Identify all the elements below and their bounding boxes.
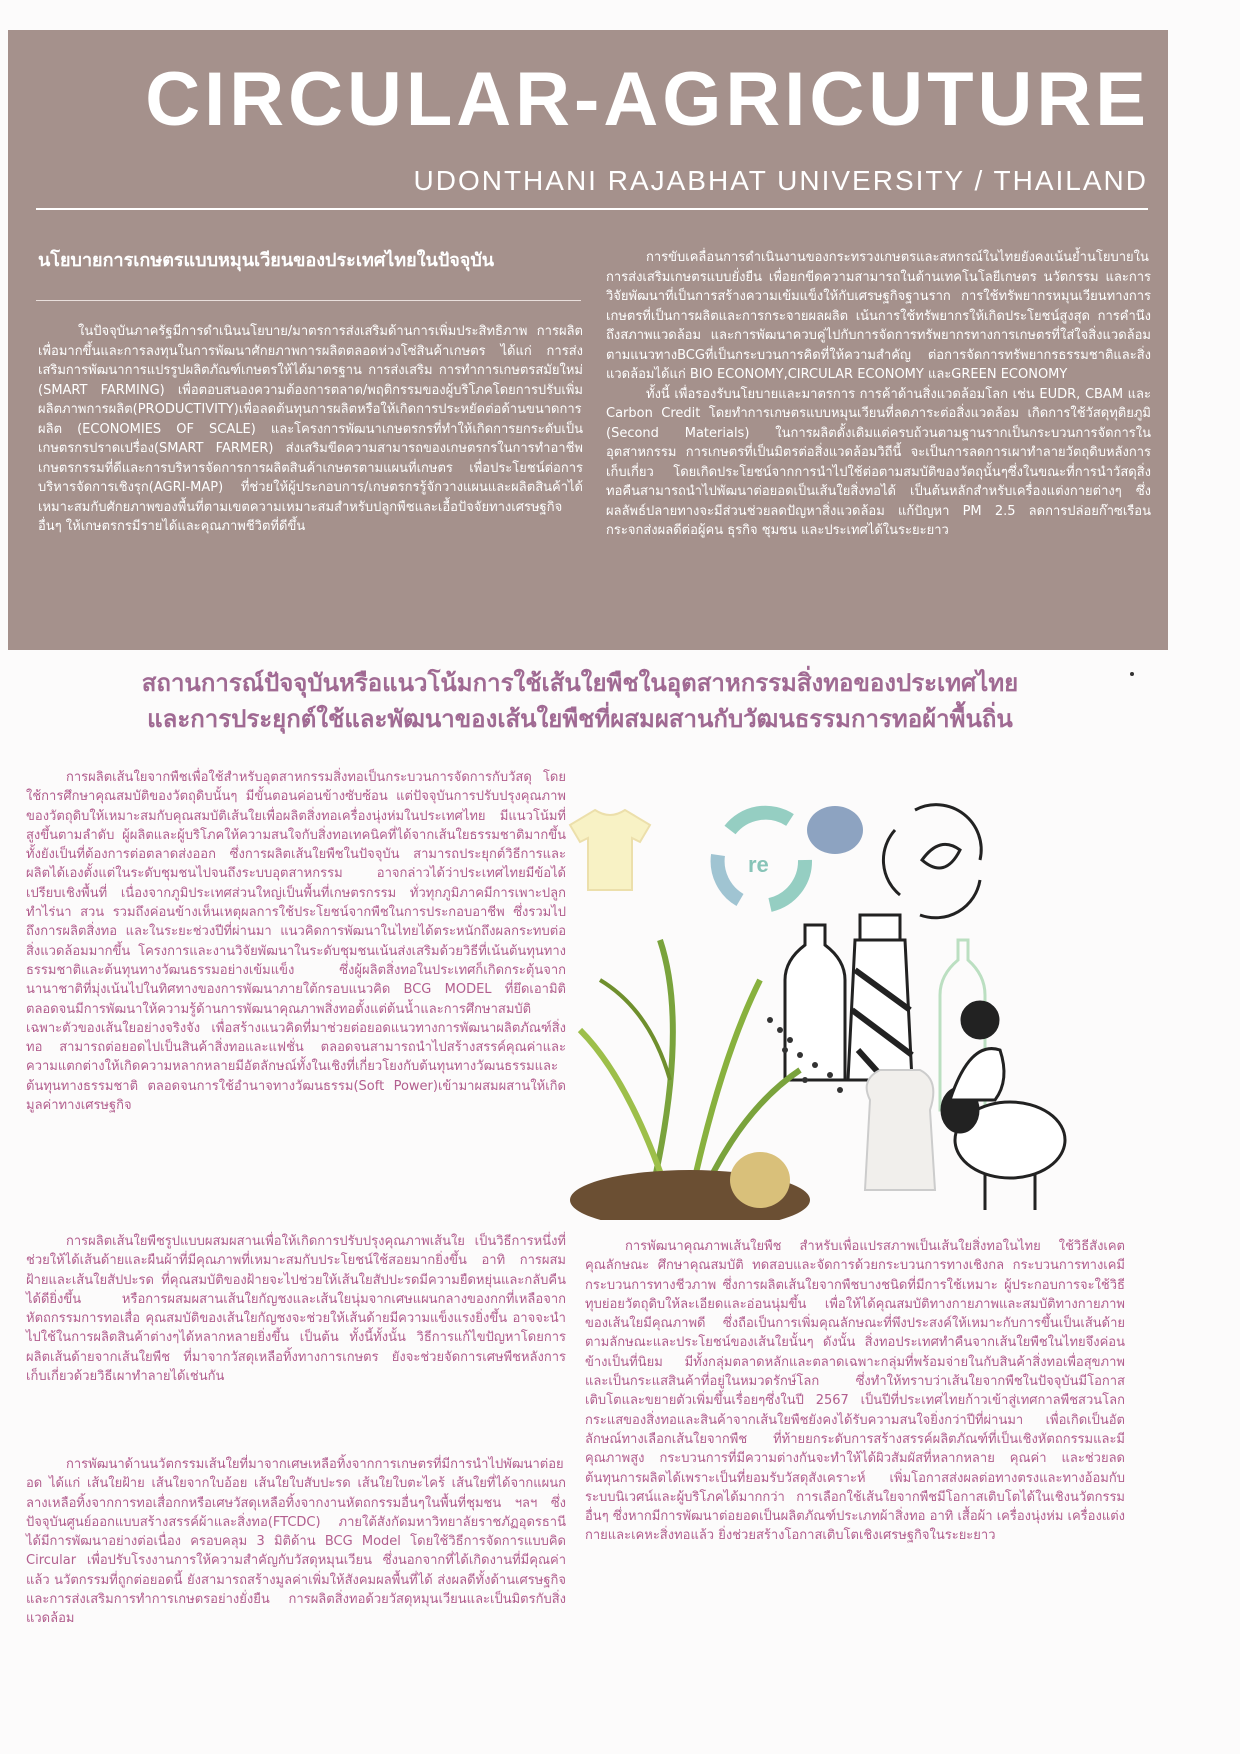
tshirt-icon bbox=[570, 810, 650, 890]
cabbage-icon bbox=[807, 806, 863, 854]
sack-icon bbox=[865, 1070, 935, 1190]
recycle-icon bbox=[718, 813, 805, 905]
page-subtitle: UDONTHANI RAJABHAT UNIVERSITY / THAILAND bbox=[413, 165, 1148, 196]
illustration-collage bbox=[540, 780, 1140, 1220]
plant-illustration bbox=[570, 940, 810, 1220]
article-paragraph-2: การผลิตเส้นใยพืชรูปแบบผสมผสานเพื่อให้เกิดการปรับปรุงคุณภาพเส้นใย เป็นวิธีการหนึ่งที่ช่วยให้ได้เส้นด้ายและผืนผ้าที่มีคุณภาพที่เหมาะสมกับประโยชน์ใช้สอยมากยิ่งขึ้น อาทิ การผสมฝ้ายและเส้นใยสัปปะรด ที่คุณสมบัติของฝ้ายจะไปช่วยให้เส้นใยสัปปะรดมีความยืดหยุ่นและกลับคืนได้ดียิ่งขึ้น หรือการผสมผสานเส้นใยกัญชงและเส้นใยนุ่มจากเศษแผนกลางของกกที่เหลือจากหัตถกรรมการทอเสื่อ คุณสมบัติของเส้นใยกัญชงจะช่วยให้เส้นด้ายมีความแข็งแรงยิ่งขึ้น อาจจะนำไปใช้ในการผลิตสินค้าต่างๆได้หลากหลายยิ่งขึ้น เป็นต้น ทั้งนี้ทั้งนั้น วิธีการแก้ไขปัญหาโดยการผลิตเส้นด้ายจากเส้นใยพืช ที่มาจากวัสดุเหลือทิ้งทางการเกษตร ยังจะช่วยจัดการเศษพืชหลังการเก็บเกี่ยวด้วยวิธีเผาทำลายได้เช่นกัน bbox=[26, 1234, 566, 1385]
circular-leaf-icon bbox=[883, 805, 981, 918]
article-paragraph-3: การพัฒนาด้านนวัตกรรมเส้นใยที่มาจากเศษเหลือทิ้งจากการเกษตรที่มีการนำไปพัฒนาต่อยอด ได้แก่ เส้นใยฝ้าย เส้นใยจากใบอ้อย เส้นใยใบสับปะรด เส้นใยใบตะไคร้ เส้นใยที่ได้จากแผนกลางเหลือทิ้งจากการทอเสื่อกกหรือเศษวัสดุเหลือทิ้งจากงานหัตถกรรมอื่นๆในพื้นที่ชุมชน ฯลฯ ซึ่งปัจจุบันศูนย์ออกแบบสร้างสรรค์ผ้าและสิ่งทอ(FTCDC) ภายใต้สังกัดมหาวิทยาลัยราชภัฏอุดรธานี ได้มีการพัฒนาอย่างต่อเนื่อง ครอบคลุม 3 มิติด้าน BCG Model โดยใช้วิธีการจัดการแบบคิด Circular เพื่อปรับโรงงานการให้ความสำคัญกับวัสดุหมุนเวียน ซึ่งนอกจากที่ได้เกิดงานที่มีคุณค่าแล้ว นวัตกรรมที่ถูกต่อยอดนี้ ยังสามารถสร้างมูลค่าเพิ่มให้สังคมผลพื้นที่ได้ ส่งผลดีทั้งด้านเศรษฐกิจ และการส่งเสริมการทำการเกษตรอย่างยั่งยืน การผลิตสิ่งทอด้วยวัสดุหมุนเวียนและเป็นมิตรกับสิ่งแวดล้อม bbox=[26, 1457, 566, 1627]
bottle-icon bbox=[785, 925, 845, 1080]
sheep-icon bbox=[942, 1088, 1065, 1210]
page-title: CIRCULAR-AGRICUTURE bbox=[145, 57, 1150, 142]
policy-paragraph-left: ในปัจจุบันภาครัฐมีการดำเนินนโยบาย/มาตรการส่งเสริมด้านการเพิ่มประสิทธิภาพ การผลิตเพื่อมากขึ้นและการลงทุนในการพัฒนาศักยภาพการผลิตตลอดห่วงโซ่สินค้าเกษตร ได้แก่ การส่งเสริมการพัฒนาการแปรรูปผลิตภัณฑ์เกษตรให้ได้มาตรฐาน การส่งเสริม การทำการเกษตรสมัยใหม่ (SMART FARMING) เพื่อตอบสนองความต้องการตลาด/พฤติกรรมของผู้บริโภคโดยการปรับเพิ่มผลิตภาพการผลิต(PRODUCTIVITY)เพื่อลดต้นทุนการผลิตหรือให้เกิดการประหยัดต่อด้านขนาดการผลิต (ECONOMIES OF SCALE) และโครงการพัฒนาเกษตรกรที่ทำให้เกิดการยกระดับเป็นเกษตรกรปราดเปรื่อง(SMART FARMER) ส่งเสริมขีดความสามารถของเกษตรกรในการทำอาชีพเกษตรกรรมที่ดีและการบริหารจัดการการผลิตสินค้าเกษตรตามแผนที่เกษตร เพื่อประโยชน์ต่อการบริหารจัดการเชิงรุก(AGRI-MAP) ที่ช่วยให้ผู้ประกอบการ/เกษตรกรรู้จักวางแผนและผลิตสินค้าได้เหมาะสมกับศักยภาพของพื้นที่ตามเขตความเหมาะสมสำหรับปลูกพืชและเอื้อปัจจัยทางเศรษฐกิจอื่นๆ ให้เกษตรกรมีรายได้และคุณภาพชีวิตที่ดีขึ้น bbox=[38, 324, 583, 534]
divider bbox=[36, 208, 1148, 210]
article-paragraph-1: การผลิตเส้นใยจากพืชเพื่อใช้สำหรับอุตสาหกรรมสิ่งทอเป็นกระบวนการจัดการกับวัสดุ โดยใช้การศึกษาคุณสมบัติของวัตถุดิบนั้นๆ มีขั้นตอนค่อนข้างซับซ้อน แต่ปัจจุบันการปรับปรุงคุณภาพของวัตถุดิบให้เหมาะสมกับคุณสมบัติเส้นใยเพื่อผลิตสิ่งทอเครื่องนุ่งห่มในประเทศไทย มีแนวโน้มที่สูงขึ้นตามลำดับ ผู้ผลิตและผู้บริโภคให้ความสนใจกับสิ่งทอเทคนิคที่ได้จากเส้นใยธรรมชาติมากขึ้น ทั้งยังเป็นที่ต้องการต่อตลาดส่งออก ซึ่งการผลิตเส้นใยพืชในปัจจุบัน สามารถประยุกต์วิธีการและผลิตได้เองตั้งแต่ในระดับชุมชนไปจนถึงระบบอุตสาหกรรม อาจกล่าวได้ว่าประเทศไทยมีข้อได้เปรียบเชิงพื้นที่ เนื่องจากภูมิประเทศส่วนใหญ่เป็นพื้นที่เกษตรกรรม ทั่วทุกภูมิภาคมีการเพาะปลูก ทำไร่นา สวน รวมถึงค่อนข้างเห็นเหตุผลการใช้ประโยชน์จากพืชในการประกอบอาชีพ ซึ่งรวมไปถึงการผลิตสิ่งทอ และในระยะช่วงปีที่ผ่านมา แนวคิดการพัฒนาในไทยได้ตระหนักถึงผลกระทบต่อสิ่งแวดล้อมมากขึ้น โครงการและงานวิจัยพัฒนาในระดับชุมชนเน้นส่งเสริมด้วยวิธีที่เน้นต้นทุนทางธรรมชาติและต้นทุนทางวัฒนธรรมอย่างเข้มแข็ง ซึ่งผู้ผลิตสิ่งทอในประเทศก็เกิดกระตุ้นจากนานาชาติที่มุ่งเน้นไปในทิศทางของการพัฒนาภายใต้กรอบแนวคิด BCG MODEL ที่ยึดเอามิติตลอดจนมีการพัฒนาให้ความรู้ด้านการพัฒนาคุณภาพสิ่งทอตั้งแต่ต้นน้ำและการศึกษาสมบัติเฉพาะตัวของเส้นใยอย่างจริงจัง เพื่อสร้างแนวคิดที่มาช่วยต่อยอดแนวทางการพัฒนาผลิตภัณฑ์สิ่งทอ สามารถต่อยอดไปเป็นสินค้าสิ่งทอและแฟชั่น ตลอดจนสามารถนำไปสร้างสรรค์คุณค่าและความแตกต่างให้เกิดความหลากหลายมีอัตลักษณ์ทั้งในเชิงที่เกี่ยวโยงกับต้นทุนทางวัฒนธรรมและต้นทุนทางธรรมชาติ ตลอดจนการใช้อำนาจทางวัฒนธรรม(Soft Power)เข้ามาผสมผสานให้เกิดมูลค่าทางเศรษฐกิจ bbox=[26, 770, 566, 1114]
header-band bbox=[8, 30, 1168, 650]
policy-paragraph-right-2: ทั้งนี้ เพื่อรองรับนโยบายและมาตรการ การค้าด้านสิ่งแวดล้อมโลก เช่น EUDR, CBAM และ Carbon Credit โดยทำการเกษตรแบบหมุนเวียนที่ลดภาระต่อสิ่งแวดล้อม เกิดการใช้วัสดุทุติยภูมิ (Second Materials) ในการผลิตดั้งเดิมแต่ครบถ้วนตามฐานรากเป็นกระบวนการจัดการในอุตสาหกรรม การเกษตรที่เป็นมิตรต่อสิ่งแวดล้อมวิถีนี้ จะเป็นการลดการเผาทำลายวัตถุดิบหลังการเก็บเกี่ยว โดยเกิดประโยชน์จากการนำไปใช้ต่อตามสมบัติของวัตถุนั้นๆซึ่งในขณะที่การนำวัสดุสิ่งทอคืนสามารถนำไปพัฒนาต่อยอดเป็นเส้นใยสิ่งทอได้ เป็นต้นหลักสำหรับเครื่องแต่งกายต่างๆ ซึ่งผลลัพธ์ปลายทางจะมีส่วนช่วยลดปัญหาสิ่งแวดล้อม แก้ปัญหา PM 2.5 ลดการปล่อยก๊าซเรือนกระจกส่งผลดีต่อผู้คน ธุรกิจ ชุมชน และประเทศได้ในระยะยาว bbox=[606, 386, 1151, 538]
section-title-line-2: และการประยุกต์ใช้และพัฒนาของเส้นใยพืชที่ผสมผสานกับวัฒนธรรมการทอผ้าพื้นถิ่น bbox=[147, 705, 1013, 733]
article-paragraph-4: การพัฒนาคุณภาพเส้นใยพืช สำหรับเพื่อแปรสภาพเป็นเส้นใยสิ่งทอในไทย ใช้วิธีสังเคต คุณลักษณะ ศึกษาคุณสมบัติ ทดสอบและจัดการด้วยกระบวนการทางเชิงกล กระบวนการทางเคมี กระบวนการทางชีวภาพ ซึ่งการผลิตเส้นใยจากพืชบางชนิดที่มีการใช้เหมาะ ผู้ประกอบการจะใช้วิธีทุบย่อยวัตถุดิบให้ละเอียดและอ่อนนุ่มขึ้น เพื่อให้ได้คุณสมบัติทางกายภาพและสมบัติทางกายภาพของเส้นใยมีคุณภาพดี ซึ่งถือเป็นการเพิ่มคุณลักษณะที่พึงประสงค์ให้เหมาะกับการขึ้นเป็นเส้นด้ายตามลักษณะและประโยชน์ของเส้นใยนั้นๆ ดังนั้น สิ่งทอประเทศทำคืนจากเส้นใยพืชในไทยจึงค่อนข้างเป็นที่นิยม มีทั้งกลุ่มตลาดหลักและตลาดเฉพาะกลุ่มที่พร้อมจ่ายในกับสินค้าสิ่งทอเพื่อสุขภาพและเป็นกระแสสินค้าที่อยู่ในหมวดรักษ์โลก ซึ่งทำให้ทราบว่าเส้นใยจากพืชในปัจจุบันมีโอกาสเติบโตและขยายตัวเพิ่มขึ้นเรื่อยๆซึ่งในปี 2567 เป็นปีที่ประเทศไทยก้าวเข้าสู่เทศกาลพืชสวนโลก กระแสของสิ่งทอและสินค้าจากเส้นใยพืชยังคงได้รับความสนใจยิ่งกว่าปีที่ผ่านมา เพื่อเกิดเป็นอัตลักษณ์ทางเลือกเส้นใยจากพืช ที่ท้ายยกระดับการสร้างสรรค์ผลิตภัณฑ์ที่เป็นเชิงหัตถกรรมและมีคุณภาพสูง กระบวนการที่มีความต่างกันจะทำให้ได้ผิวสัมผัสที่หลากหลาย คุณค่า และช่วยลดต้นทุนการผลิตได้เพราะเป็นที่ยอมรับวัสดุสังเคราะห์ เพิ่มโอกาสส่งผลต่อทางตรงและทางอ้อมกับระบบนิเวศน์และผู้บริโภคได้มากกว่า การเลือกใช้เส้นใยจากพืชมีโอกาสเติบโตได้ในเชิงนวัตกรรมอื่นๆ ซึ่งหากมีการพัฒนาต่อยอดเป็นผลิตภัณฑ์ประเภทผ้าสิ่งทอ อาทิ เสื้อผ้า เครื่องนุ่งห่ม เครื่องแต่งกายและเคหะสิ่งทอแล้ว ยิ่งช่วยสร้างโอกาสเติบโตเชิงเศรษฐกิจในระยะยาว bbox=[585, 1239, 1125, 1544]
section-title bbox=[0, 665, 1160, 737]
policy-column-right bbox=[606, 248, 1151, 541]
column-heading: นโยบายการเกษตรแบบหมุนเวียนของประเทศไทยในปัจจุบัน bbox=[38, 250, 495, 271]
recycle-label: re bbox=[748, 852, 769, 877]
policy-paragraph-right-1: การขับเคลื่อนการดำเนินงานของกระทรวงเกษตรและสหกรณ์ในไทยยังคงเน้นย้ำนโยบายในการส่งเสริมเกษตรแบบยั่งยืน เพื่อยกขีดความสามารถในด้านเทคโนโลยีเกษตร นวัตกรรม และการวิจัยพัฒนาที่เป็นการสร้างความเข้มแข็งให้กับเศรษฐกิจฐานราก การใช้ทรัพยากรหมุนเวียนทางการเกษตรที่เป็นการผลิตและการกระจายผลผลิต เน้นการใช้ทรัพยากรให้เกิดประโยชน์สูงสุด การคำนึงถึงสภาพแวดล้อม และการพัฒนาควบคู่ไปกับการจัดการทรัพยากรทางการเกษตรที่ใส่ใจสิ่งแวดล้อมตามแนวทางBCGที่เป็นกระบวนการคิดที่ให้ความสำคัญ ต่อการจัดการทรัพยากรธรรมชาติและสิ่งแวดล้อมได้แก่ BIO ECONOMY,CIRCULAR ECONOMY และGREEN ECONOMY bbox=[606, 250, 1151, 382]
yarn-spool-icon bbox=[848, 915, 912, 1080]
person-icon bbox=[950, 1002, 1004, 1100]
section-title-line-1: สถานการณ์ปัจจุบันหรือแนวโน้มการใช้เส้นใยพืชในอุตสาหกรรมสิ่งทอของประเทศไทย bbox=[141, 669, 1019, 697]
divider bbox=[36, 300, 581, 301]
